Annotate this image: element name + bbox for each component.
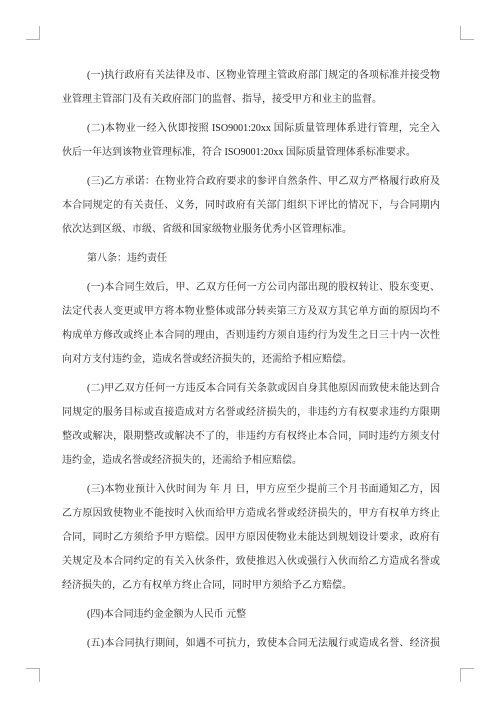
breach-clause-2 (62, 377, 440, 473)
text-line: 关规定及本合同约定的有关入伙条件，致使推迟入伙或强行入伙而给乙方造成名誉或 (62, 556, 440, 567)
text-line: 合同，同时乙方须给予甲方赔偿。因甲方原因使物业未能达到规划设计要求，政府有 (62, 532, 440, 543)
text-line: 本合同规定的有关责任、义务，同时政府有关部门组织下评比的情况下，与合同期内 (62, 200, 440, 211)
breach-clause-5 (62, 632, 440, 656)
crop-mark-top-left (26, 26, 40, 40)
article-heading-text: 第八条：违约责任 (87, 253, 167, 264)
text-line: 业管理主管部门及有关政府部门的监督、指导，接受甲方和业主的监督。 (62, 94, 382, 105)
breach-clause-1 (62, 276, 440, 372)
text-line: 构成单方修改或终止本合同的理由，否则违约方须自违约行为发生之日三十内一次性 (62, 330, 440, 341)
prev-clause-3 (62, 170, 440, 242)
text-line: 乙方原因致使物业不能按时入伙而给甲方造成名誉或经济损失的，甲方有权单方终止 (62, 508, 440, 519)
breach-clause-3 (62, 478, 440, 598)
text-line: 伙后一年达到该物业管理标准，符合 ISO9001:20xx 国际质量管理体系标准要求。 (62, 147, 416, 158)
crop-mark-top-right (460, 26, 474, 40)
prev-clause-2 (62, 117, 440, 165)
text-line: (四)本合同违约金金额为人民币 元整 (87, 609, 247, 620)
text-line: 依次达到区级、市级、省级和国家级物业服务优秀小区管理标准。 (62, 224, 352, 235)
text-line: 法定代表人变更或甲方将本物业整体或部分转卖第三方及双方其它单方面的原因均不 (62, 306, 440, 317)
prev-clause-1 (62, 64, 440, 112)
crop-mark-bottom-right (460, 668, 474, 682)
text-line: 向对方支付违约金，造成名誉或经济损失的，还需给予相应赔偿。 (62, 354, 352, 365)
crop-mark-bottom-left (26, 668, 40, 682)
text-line: 整改或解决，限期整改或解决不了的，非违约方有权终止本合同，同时违约方须支付 (62, 431, 440, 442)
document-body (62, 64, 440, 661)
article-heading (62, 247, 440, 271)
text-line: (三)乙方承诺：在物业符合政府要求的参评自然条件、甲乙双方严格履行政府及 (87, 176, 440, 187)
text-line: 违约金，造成名誉或经济损失的，还需给予相应赔偿。 (62, 455, 302, 466)
text-line: (五)本合同执行期间，如遇不可抗力，致使本合同无法履行或造成名誉、经济损 (87, 638, 440, 649)
text-line: (二)本物业一经入伙即按照 ISO9001:20xx 国际质量管理体系进行管理，完全入 (87, 123, 440, 134)
text-line: (一)执行政府有关法律及市、区物业管理主管政府部门规定的各项标准并接受物 (87, 70, 440, 81)
text-line: (三)本物业预计入伙时间为 年 月 日，甲方应至少提前三个月书面通知乙方，因 (87, 484, 440, 495)
text-line: 经济损失的，乙方有权单方终止合同，同时甲方须给予乙方赔偿。 (62, 580, 352, 591)
text-line: (一)本合同生效后，甲、乙双方任何一方公司内部出现的股权转让、股东变更、 (87, 282, 440, 293)
breach-clause-4 (62, 603, 440, 627)
text-line: 同规定的服务目标或直接造成对方名誉或经济损失的，非违约方有权要求违约方限期 (62, 407, 440, 418)
text-line: (二)甲乙双方任何一方违反本合同有关条款或因自身其他原因而致使未能达到合 (87, 383, 440, 394)
